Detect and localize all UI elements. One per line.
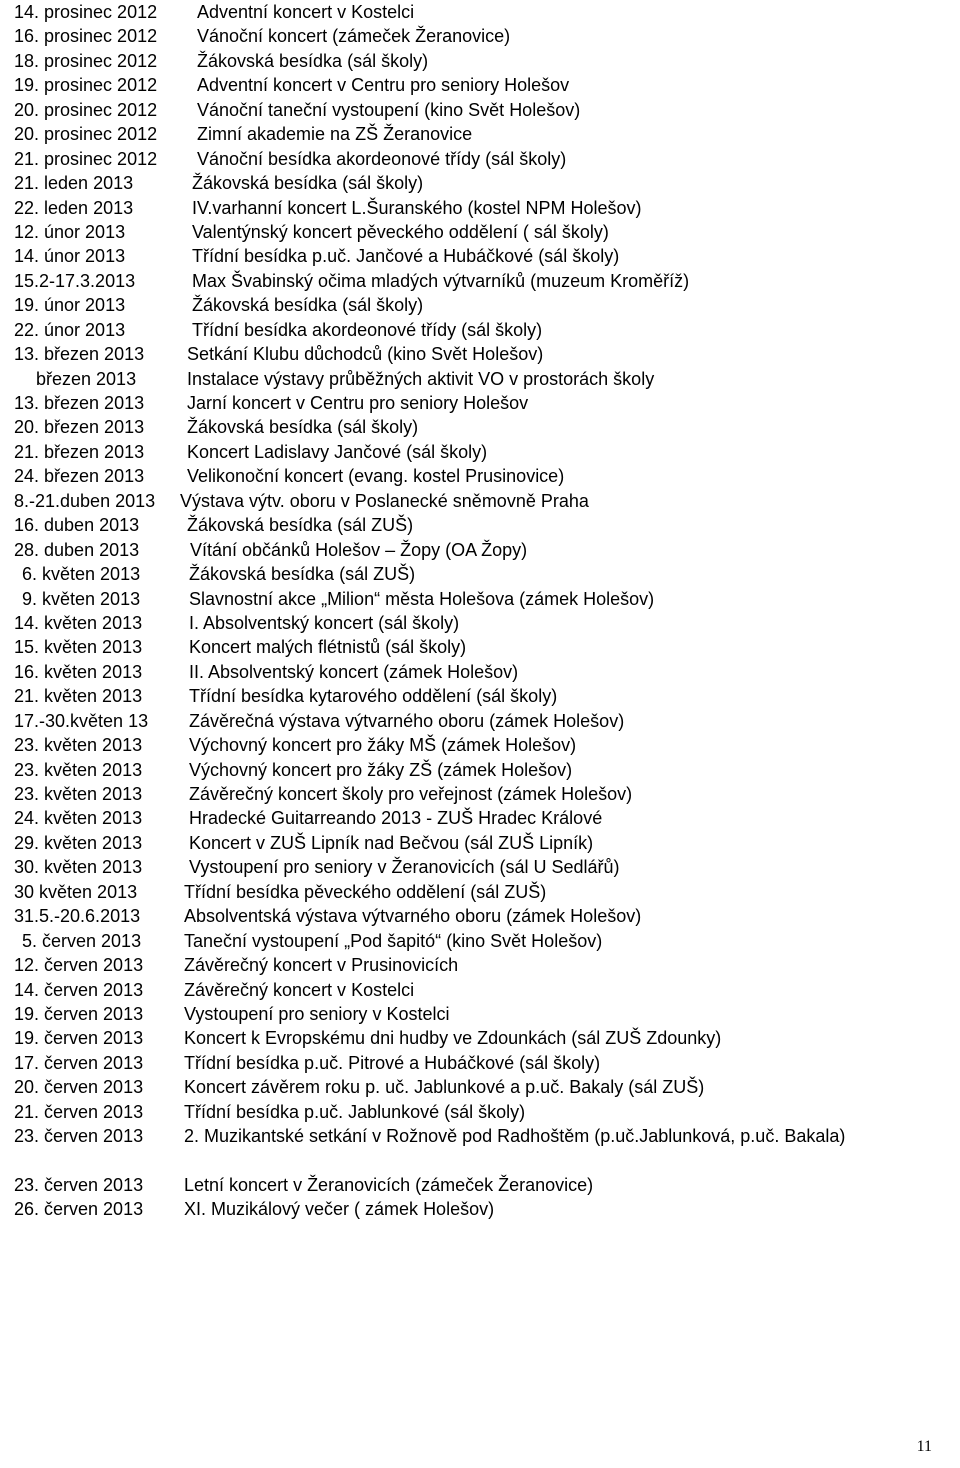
event-date: 24. květen 2013: [14, 808, 143, 829]
event-row: [14, 391, 944, 415]
event-title: Závěrečný koncert školy pro veřejnost (zámek Holešov): [189, 784, 633, 804]
event-date: 14. prosinec 2012: [14, 2, 158, 22]
event-date: 23. květen 2013: [14, 735, 143, 756]
event-date: 21. květen 2013: [14, 686, 143, 707]
event-title: XI. Muzikálový večer ( zámek Holešov): [184, 1199, 495, 1220]
event-title: Vystoupení pro seniory v Kostelci: [184, 1003, 450, 1024]
event-row: [14, 709, 944, 733]
event-date: 30 květen 2013: [14, 881, 138, 902]
event-date: 23. květen 2013: [14, 759, 143, 780]
event-row: [14, 513, 944, 537]
event-date: 6. květen 2013: [22, 564, 141, 585]
event-date: 15. květen 2013: [14, 637, 143, 658]
event-title: Žákovská besídka (sál školy): [197, 50, 429, 71]
event-title: Velikonoční koncert (evang. kostel Prusinovice): [187, 466, 565, 487]
event-row: [14, 587, 944, 611]
event-date: 23. červen 2013: [14, 1175, 144, 1196]
event-title: Třídní besídka akordeonové třídy (sál školy): [192, 319, 543, 340]
event-date: 12. únor 2013: [14, 221, 126, 242]
event-date: 20. prosinec 2012: [14, 124, 158, 145]
event-title: Třídní besídka p.uč. Jablunkové (sál školy): [184, 1101, 526, 1122]
event-title: Třídní besídka kytarového oddělení (sál školy): [189, 686, 558, 707]
event-row: [14, 538, 944, 562]
event-row: [14, 367, 944, 391]
event-title: Taneční vystoupení „Pod šapitó“ (kino Svět Holešov): [184, 930, 603, 951]
event-title: I. Absolventský koncert (sál školy): [189, 612, 460, 633]
event-date: 22. leden 2013: [14, 197, 134, 218]
event-row: [14, 1100, 944, 1124]
event-title: Adventní koncert v Kostelci: [197, 2, 415, 22]
event-date: 20. červen 2013: [14, 1077, 144, 1098]
event-date: 8.-21.duben 2013: [14, 490, 156, 511]
event-title: Výstava výtv. oboru v Poslanecké sněmovně Praha: [180, 490, 589, 511]
event-title: Adventní koncert v Centru pro seniory Holešov: [197, 75, 570, 96]
event-row: [14, 904, 944, 928]
event-row: [14, 244, 944, 268]
event-title: Vánoční koncert (zámeček Žeranovice): [197, 26, 511, 47]
event-row: [14, 98, 944, 122]
event-title: Žákovská besídka (sál školy): [192, 295, 424, 316]
event-title: Závěrečný koncert v Kostelci: [184, 979, 415, 1000]
event-row: [14, 855, 944, 879]
event-row: [14, 122, 944, 146]
event-date: 19. červen 2013: [14, 1003, 144, 1024]
event-date: 19. prosinec 2012: [14, 75, 158, 96]
event-title: Letní koncert v Žeranovicích (zámeček Žeranovice): [184, 1175, 594, 1196]
event-title: II. Absolventský koncert (zámek Holešov): [189, 661, 519, 682]
event-row: [14, 978, 944, 1002]
event-row: [14, 1026, 944, 1050]
event-row: [14, 415, 944, 439]
event-date: 22. únor 2013: [14, 319, 126, 340]
event-row: [14, 953, 944, 977]
event-row: [14, 464, 944, 488]
event-title: Závěrečný koncert v Prusinovicích: [184, 955, 459, 976]
event-title: Valentýnský koncert pěveckého oddělení ( sál školy): [192, 221, 609, 242]
event-date: 17. červen 2013: [14, 1052, 144, 1073]
event-row: [14, 1124, 944, 1173]
event-row: [14, 733, 944, 757]
event-title: Žákovská besídka (sál školy): [187, 417, 419, 438]
event-row: [14, 611, 944, 635]
event-title: Koncert v ZUŠ Lipník nad Bečvou (sál ZUŠ Lipník): [189, 832, 594, 853]
event-title: Vystoupení pro seniory v Žeranovicích (sál U Sedlářů): [189, 857, 620, 878]
event-date: 30. květen 2013: [14, 857, 143, 878]
event-date: 5. červen 2013: [22, 930, 142, 951]
event-row: [14, 24, 944, 48]
event-title: Setkání Klubu důchodců (kino Svět Holešov): [187, 344, 544, 365]
event-row: [14, 635, 944, 659]
event-row: [14, 49, 944, 73]
event-title: Třídní besídka p.uč. Pitrové a Hubáčkové (sál školy): [184, 1052, 601, 1073]
event-date: 23. červen 2013: [14, 1126, 144, 1147]
event-date: 21. červen 2013: [14, 1101, 144, 1122]
event-title: IV.varhanní koncert L.Šuranského (kostel NPM Holešov): [192, 197, 642, 218]
event-title: Vítání občánků Holešov – Žopy (OA Žopy): [190, 539, 528, 560]
event-date: 21. leden 2013: [14, 173, 134, 194]
page-number: 11: [916, 1438, 932, 1455]
event-row: [14, 782, 944, 806]
event-row: [14, 171, 944, 195]
event-date: 21. prosinec 2012: [14, 148, 158, 169]
event-list: [14, 0, 944, 1222]
event-title: Absolventská výstava výtvarného oboru (zámek Holešov): [184, 906, 642, 927]
event-title: Třídní besídka p.uč. Jančové a Hubáčkové (sál školy): [192, 246, 620, 267]
event-date: 24. březen 2013: [14, 466, 145, 487]
event-title: Žákovská besídka (sál ZUŠ): [189, 564, 416, 585]
event-row: [14, 1197, 944, 1221]
event-date: březen 2013: [36, 368, 137, 389]
event-row: [14, 269, 944, 293]
event-date: 16. prosinec 2012: [14, 26, 158, 47]
event-date: 13. březen 2013: [14, 344, 145, 365]
event-title: Žákovská besídka (sál školy): [192, 173, 424, 194]
event-date: 20. březen 2013: [14, 417, 145, 438]
event-row: [14, 318, 944, 342]
event-title: Třídní besídka pěveckého oddělení (sál ZUŠ): [184, 881, 547, 902]
event-row: [14, 147, 944, 171]
event-date: 18. prosinec 2012: [14, 50, 158, 71]
event-date: 17.-30.květen 13: [14, 710, 149, 731]
event-title: Hradecké Guitarreando 2013 - ZUŠ Hradec Králové: [189, 808, 603, 829]
event-date: 14. únor 2013: [14, 246, 126, 267]
event-date: 19. červen 2013: [14, 1028, 144, 1049]
event-row: [14, 1075, 944, 1099]
event-date: 21. březen 2013: [14, 441, 145, 462]
event-row: [14, 831, 944, 855]
event-row: [14, 293, 944, 317]
event-row: [14, 196, 944, 220]
event-row: [14, 489, 944, 513]
event-title: Vánoční taneční vystoupení (kino Svět Holešov): [197, 99, 581, 120]
event-title: 2. Muzikantské setkání v Rožnově pod Radhoštěm (p.uč.Jablunková, p.uč. Bakala): [184, 1126, 846, 1147]
event-title: Koncert k Evropskému dni hudby ve Zdounkách (sál ZUŠ Zdounky): [184, 1028, 722, 1049]
event-row: [14, 929, 944, 953]
event-title: Koncert závěrem roku p. uč. Jablunkové a p.uč. Bakaly (sál ZUŠ): [184, 1077, 705, 1098]
event-row: [14, 73, 944, 97]
event-date: 14. květen 2013: [14, 612, 143, 633]
event-date: 14. červen 2013: [14, 979, 144, 1000]
event-row: [14, 806, 944, 830]
event-row: [14, 660, 944, 684]
event-row: [14, 342, 944, 366]
event-title: Instalace výstavy průběžných aktivit VO v prostorách školy: [187, 368, 655, 389]
event-title: Slavnostní akce „Milion“ města Holešova (zámek Holešov): [189, 588, 655, 609]
event-title: Koncert malých flétnistů (sál školy): [189, 637, 467, 658]
event-date: 13. březen 2013: [14, 393, 145, 413]
event-date: 29. květen 2013: [14, 832, 143, 853]
event-row: [14, 562, 944, 586]
event-title: Jarní koncert v Centru pro seniory Holešov: [187, 393, 529, 413]
event-date: 23. květen 2013: [14, 784, 143, 804]
event-row: [14, 440, 944, 464]
event-row: [14, 1051, 944, 1075]
event-date: 16. duben 2013: [14, 515, 140, 536]
event-title: Koncert Ladislavy Jančové (sál školy): [187, 441, 488, 462]
event-title: Výchovný koncert pro žáky ZŠ (zámek Holešov): [189, 759, 573, 780]
event-row: [14, 0, 944, 24]
event-date: 20. prosinec 2012: [14, 99, 158, 120]
event-row: [14, 220, 944, 244]
event-row: [14, 1173, 944, 1197]
event-date: 31.5.-20.6.2013: [14, 906, 141, 927]
event-row: [14, 1002, 944, 1026]
event-row: [14, 880, 944, 904]
event-title: Žákovská besídka (sál ZUŠ): [187, 515, 414, 536]
event-date: 9. květen 2013: [22, 588, 141, 609]
event-row: [14, 758, 944, 782]
event-date: 26. červen 2013: [14, 1199, 144, 1220]
event-date: 12. červen 2013: [14, 955, 144, 976]
event-title: Závěrečná výstava výtvarného oboru (zámek Holešov): [189, 710, 625, 731]
event-date: 28. duben 2013: [14, 539, 140, 560]
event-date: 19. únor 2013: [14, 295, 126, 316]
event-title: Výchovný koncert pro žáky MŠ (zámek Holešov): [189, 735, 577, 756]
event-title: Max Švabinský očima mladých výtvarníků (muzeum Kroměříž): [192, 270, 690, 291]
event-row: [14, 684, 944, 708]
event-date: 15.2-17.3.2013: [14, 270, 136, 291]
event-title: Zimní akademie na ZŠ Žeranovice: [197, 124, 473, 145]
event-date: 16. květen 2013: [14, 661, 143, 682]
event-title: Vánoční besídka akordeonové třídy (sál školy): [197, 148, 567, 169]
